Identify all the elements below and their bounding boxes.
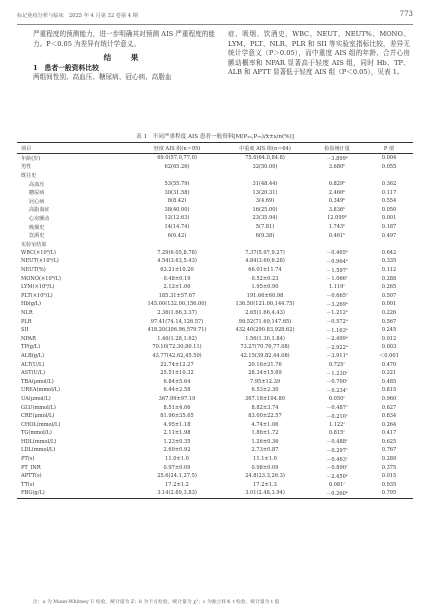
cell-severe: 432.40(290.83,928.62)	[235, 327, 295, 334]
cell-p: 0.375	[381, 464, 397, 471]
cell-severe: 11.1±1.0	[253, 456, 277, 463]
cell-p: 0.470	[381, 361, 397, 368]
cell-p: 0.055	[381, 163, 397, 170]
cell-mild: 0.48±0.19	[163, 275, 191, 282]
cell-mild: 1.23±0.35	[163, 438, 191, 445]
table-row	[17, 317, 413, 326]
cell-severe	[221, 240, 309, 249]
cell-mild: 4.95±1.18	[163, 421, 191, 428]
cell-statistic: －0.463ᶜ	[326, 456, 348, 463]
cell-p: 0.362	[381, 181, 397, 188]
table-row	[17, 403, 413, 412]
table-row	[17, 472, 413, 481]
cell-p: 0.015	[381, 473, 397, 480]
cell-item: 男性	[21, 164, 32, 171]
cell-item: PLT(×10⁹/L)	[21, 292, 53, 299]
cell-p: 0.507	[381, 292, 397, 299]
cell-item: TG(mmol/L)	[21, 430, 52, 437]
cell-item: TBA(μmol/L)	[21, 378, 54, 385]
cell-mild: 4.54(3.63,5.43)	[157, 258, 197, 265]
cell-p: 0.112	[381, 267, 397, 274]
table-row	[17, 231, 413, 240]
table-row	[17, 326, 413, 335]
header-statistic: 检验统计量	[324, 145, 350, 152]
table-row	[17, 292, 413, 301]
cell-mild: 70.10(72.30,80.11)	[152, 344, 202, 351]
cell-statistic: －0.210ᶜ	[326, 413, 348, 420]
left-column	[33, 30, 215, 83]
cell-statistic: 0.725ᶜ	[328, 361, 346, 368]
cell-mild: 81.96±35.65	[160, 413, 194, 420]
cell-mild: 6.44±2.58	[163, 387, 191, 394]
cell-severe: 73.27(70.76,77.08)	[240, 344, 290, 351]
cell-item: 冠心病	[29, 198, 45, 205]
cell-item: 实验室结果	[21, 241, 47, 248]
cell-statistic: 3.836ᵇ	[328, 206, 346, 213]
results-paragraph: 两组间性别、高血压、糖尿病、冠心病、高脂血	[33, 73, 172, 82]
table-row	[17, 395, 413, 404]
page-number: 773	[399, 10, 413, 18]
cell-severe: 8.82±3.74	[251, 404, 279, 411]
cell-item: LDL(mmol/L)	[21, 447, 56, 454]
cell-statistic: 1.122ᶜ	[328, 421, 346, 428]
cell-p: ＜0.001	[379, 353, 399, 360]
table-row	[17, 180, 413, 189]
cell-item: 饮酒史	[29, 233, 45, 240]
cell-item: NEUT(×10⁹/L)	[21, 258, 59, 265]
cell-statistic: －0.665ᶜ	[326, 293, 348, 300]
cell-item: 高脂血症	[29, 207, 50, 214]
cell-item: PT_INR	[21, 464, 41, 471]
cell-p: 0.003	[381, 344, 397, 351]
cell-mild: 0.97±0.09	[163, 464, 191, 471]
cell-item: GLU(mmol/L)	[21, 404, 56, 411]
intro-paragraph: 严重程度的预测能力，进一步明确其对预测 AIS 严重程度的能力。P＜0.05 为差异有统计学意义。	[33, 30, 215, 48]
cell-statistic: －1.597ᶜ	[326, 267, 348, 274]
cell-severe: 6(9.38)	[255, 232, 275, 239]
cell-severe: 0.52±0.23	[251, 275, 279, 282]
cell-statistic: 3.680ᵇ	[328, 163, 346, 170]
cell-statistic	[309, 171, 365, 180]
table-row	[17, 300, 413, 309]
cell-severe: 2.73±0.87	[251, 447, 279, 454]
cell-severe: 5(7.81)	[255, 224, 275, 231]
cell-severe: 7.37(5.97,9.27)	[245, 249, 285, 256]
cell-mild: 2.36(1.66,3.37)	[157, 309, 197, 316]
cell-mild: 22.74±12.27	[160, 361, 194, 368]
subsection-title: 1 患者一般资料比较	[33, 63, 99, 72]
cell-item: ALB(g/L)	[21, 352, 45, 359]
cell-p: 0.264	[381, 421, 397, 428]
cell-severe: 31(48.44)	[252, 181, 278, 188]
cell-item: NPAR	[21, 335, 36, 342]
journal-header: 标记免疫分析与临床 2025 年 4 月第 32 卷第 4 期	[17, 13, 138, 19]
cell-p: 0.960	[381, 395, 397, 402]
table-row	[17, 369, 413, 378]
header-p-value: P 值	[383, 145, 395, 152]
cell-statistic: －3.269ᵃ	[326, 301, 348, 308]
table-row	[17, 489, 413, 498]
cell-severe: 1.86±1.72	[251, 430, 279, 437]
cell-severe: 2.65(1.66,4.43)	[245, 309, 285, 316]
table-row	[17, 154, 413, 163]
cell-mild	[133, 240, 221, 249]
cell-severe: 1.56(1.30,1.84)	[245, 335, 285, 342]
cell-severe: 6.53±2.30	[251, 387, 279, 394]
cell-mild: 6.84±5.64	[163, 378, 191, 385]
cell-mild: 17.2±1.2	[165, 481, 189, 488]
cell-p: 0.485	[381, 378, 397, 385]
cell-item: 糖尿病	[29, 190, 45, 197]
cell-p: 0.497	[381, 232, 397, 239]
table-row	[17, 463, 413, 472]
cell-statistic: －0.488ᶜ	[326, 439, 348, 446]
cell-item: TP(g/L)	[21, 344, 41, 351]
cell-statistic: －0.700ᶜ	[326, 379, 348, 386]
cell-p: 0.335	[381, 258, 397, 265]
table-row	[17, 412, 413, 421]
table-row	[17, 334, 413, 343]
table-row	[17, 429, 413, 438]
header-severe-group: 中重度 AIS 组(n＝64)	[239, 145, 291, 152]
cell-statistic: 0.829ᵇ	[328, 181, 346, 188]
cell-statistic: －0.260ᵃ	[326, 490, 348, 497]
cell-mild: 2.11±1.98	[163, 430, 191, 437]
cell-p: 0.554	[381, 198, 397, 205]
cell-statistic: －1.212ᵃ	[326, 310, 348, 317]
right-column	[228, 30, 410, 78]
cell-p: 0.050	[381, 206, 397, 213]
cell-severe: 28.34±15.69	[248, 370, 282, 377]
cell-mild	[133, 171, 221, 180]
table-row	[17, 360, 413, 369]
table-row	[17, 266, 413, 275]
cell-severe: 42.15(39.82,44.08)	[240, 352, 290, 359]
cell-item: WBC(×10⁹/L)	[21, 249, 56, 256]
cell-statistic: 2.460ᵇ	[328, 189, 346, 196]
cell-statistic: －0.234ᶜ	[326, 387, 348, 394]
cell-statistic: 1.743ᵇ	[328, 224, 346, 231]
cell-mild: 53(55.79)	[164, 181, 190, 188]
cell-item: 年龄(岁)	[21, 155, 41, 162]
cell-statistic: －0.297ᶜ	[326, 447, 348, 454]
cell-mild: 7.29(6.05,8.78)	[157, 249, 197, 256]
table-row	[17, 386, 413, 395]
cell-mild: 69.0(57.0,77.0)	[157, 155, 197, 162]
cell-statistic: －2.499ᵃ	[326, 336, 348, 343]
table-footnote: 注：a 为 Mann-Whitney U 检验，统计量为 Z；b 为卡方检验，统计量为 χ²；c 为独立样本 t 检验，统计量为 t 值	[33, 600, 280, 605]
cell-mild: 418.20(306.96,579.71)	[147, 327, 207, 334]
cell-mild: 43.77(42.62,45.50)	[152, 352, 202, 359]
cell-severe: 191.66±60.98	[246, 292, 284, 299]
cell-statistic: －0.465ᵃ	[326, 250, 348, 257]
cell-p: 0.767	[381, 447, 397, 454]
cell-severe: 4.84(3.60,6.28)	[245, 258, 285, 265]
cell-mild: 145.00(132.00,156.00)	[147, 301, 207, 308]
cell-statistic: －1.066ᶜ	[326, 276, 348, 283]
cell-statistic: －2.922ᵃ	[326, 344, 348, 351]
cell-p: 0.187	[381, 224, 397, 231]
header-item: 项目	[21, 145, 32, 152]
cell-statistic: －1.163ᵃ	[326, 327, 348, 334]
cell-p	[365, 240, 413, 249]
table-row	[17, 171, 413, 180]
cell-mild: 30(31.58)	[164, 189, 190, 196]
cell-mild: 2.12±1.06	[163, 284, 191, 291]
cell-severe: 367.18±104.80	[245, 395, 285, 402]
cell-item: CHOL(mmol/L)	[21, 421, 61, 428]
cell-statistic: －0.572ᵃ	[326, 319, 348, 326]
cell-item: MONO(×10⁹/L)	[21, 275, 61, 282]
table-row	[17, 223, 413, 232]
section-title: 结 果	[103, 53, 145, 63]
cell-item: 高血压	[29, 181, 45, 188]
cell-statistic: 0.081ᶜ	[328, 481, 346, 488]
cell-p: 0.288	[381, 275, 397, 282]
cell-p	[365, 171, 413, 180]
cell-p: 0.417	[381, 430, 397, 437]
cell-item: LYM(×10⁹/L)	[21, 284, 55, 291]
cell-item: SII	[21, 327, 29, 334]
table-caption: 表 1 不同严重程度 AIS 患者一般资料[M(P₂₅,P₇₅)/x̄±s/n(%)]	[136, 134, 294, 140]
cell-item: FBG(g/L)	[21, 490, 45, 497]
cell-severe: 16(25.00)	[252, 206, 278, 213]
cell-item: UA(μmol/L)	[21, 395, 51, 402]
table-row	[17, 343, 413, 352]
cell-mild: 367.99±97.19	[158, 395, 196, 402]
table-row	[17, 274, 413, 283]
cell-statistic: 12.099ᵇ	[327, 215, 347, 222]
cell-item: PLR	[21, 318, 32, 325]
table-row	[17, 188, 413, 197]
cell-item: AST(U/L)	[21, 370, 45, 377]
cell-mild: 6(6.42)	[167, 232, 187, 239]
cell-item: PT(s)	[21, 456, 35, 463]
cell-statistic: －0.890ᶜ	[326, 465, 348, 472]
cell-statistic: －0.964ᵃ	[326, 258, 348, 265]
cell-severe: 1.26±0.36	[251, 438, 279, 445]
table-row	[17, 206, 413, 215]
cell-severe: 83.00±22.57	[248, 413, 282, 420]
table-row	[17, 214, 413, 223]
header-divider	[17, 24, 413, 25]
cell-item: 心房颤动	[29, 215, 50, 222]
cell-statistic: 1.119ᶜ	[328, 284, 346, 291]
cell-severe: 4.74±1.06	[251, 421, 279, 428]
cell-item: CRE(μmol/L)	[21, 413, 55, 420]
cell-severe: 23(35.94)	[252, 215, 278, 222]
table-container	[17, 142, 413, 499]
table-row	[17, 438, 413, 447]
cell-item: HDL(mmol/L)	[21, 438, 57, 445]
cell-severe: 99.52(71.69,147.65)	[238, 318, 292, 325]
cell-p: 0.834	[381, 413, 397, 420]
cell-mild: 11.0±1.0	[165, 456, 189, 463]
cell-mild: 1.46(1.28,1.62)	[157, 335, 197, 342]
cell-p: 0.001	[381, 301, 397, 308]
cell-mild: 8(8.42)	[167, 198, 187, 205]
cell-statistic: －3.899ᵃ	[326, 155, 348, 162]
cell-item: NLR	[21, 309, 33, 316]
cell-statistic: －0.487ᶜ	[326, 405, 348, 412]
table-row	[17, 420, 413, 429]
table-row	[17, 455, 413, 464]
cell-statistic: 0.815ᶜ	[328, 430, 346, 437]
cell-mild: 8.51±4.06	[163, 404, 191, 411]
cell-p: 0.289	[381, 456, 397, 463]
cell-mild: 25.51±10.32	[160, 370, 194, 377]
table-row	[17, 352, 413, 361]
cell-mild: 12(12.63)	[164, 215, 190, 222]
cell-item: APTT(s)	[21, 473, 42, 480]
table-row	[17, 163, 413, 172]
cell-item: NEUT(%)	[21, 267, 46, 274]
cell-item: 吸烟史	[29, 224, 45, 231]
cell-statistic: 0.461ᵇ	[328, 232, 346, 239]
cell-item: UREA(mmol/L)	[21, 387, 60, 394]
cell-mild: 62(65.26)	[164, 163, 190, 170]
cell-p: 0.627	[381, 404, 397, 411]
cell-severe: 13(20.31)	[252, 189, 278, 196]
cell-item: Hb(g/L)	[21, 301, 42, 308]
cell-item: 既往史	[21, 172, 37, 179]
cell-p: 0.245	[381, 327, 397, 334]
table-row	[17, 240, 413, 249]
cell-mild: 38(40.00)	[164, 206, 190, 213]
cell-statistic: 0.349ᵇ	[328, 198, 346, 205]
table-row	[17, 283, 413, 292]
cell-p: 0.815	[381, 387, 397, 394]
cell-p: 0.265	[381, 284, 397, 291]
table-row	[17, 377, 413, 386]
table-row	[17, 309, 413, 318]
cell-severe: 32(50.00)	[252, 163, 278, 170]
table-row	[17, 257, 413, 266]
cell-p: 0.567	[381, 318, 397, 325]
cell-p: 0.012	[381, 335, 397, 342]
cell-p: 0.935	[381, 481, 397, 488]
table-row	[17, 197, 413, 206]
data-table	[17, 142, 413, 499]
cell-severe: 3.01(2.48,3.94)	[245, 490, 285, 497]
header-mild-group: 轻度 AIS 组(n＝95)	[153, 145, 201, 152]
cell-statistic	[309, 240, 365, 249]
results-paragraph-continued: 症、吸烟、饮酒史，WBC、NEUT、NEUT%、MONO、LYM、PLT、NLR、PLR 和 SII 等实验室指标比较，差异无统计学意义（P＞0.05），而中重度 AIS 组的年龄、合并心房颤动概率和 NPAR 显著高于轻度 AIS 组，同时 Hb、TP、ALB 和 APTT 显著低于轻度 AIS 组（P＜0.05），见表 1。	[228, 30, 410, 77]
cell-severe: 17.2±1.3	[253, 481, 277, 488]
cell-severe	[221, 171, 309, 180]
cell-item: TT(s)	[21, 481, 35, 488]
cell-p: 0.001	[381, 215, 397, 222]
cell-item: ALT(U/L)	[21, 361, 45, 368]
cell-severe: 20.16±21.76	[248, 361, 282, 368]
cell-severe: 1.95±0.90	[251, 284, 279, 291]
cell-mild: 63.21±10.20	[160, 267, 194, 274]
table-row	[17, 481, 413, 490]
cell-p: 0.226	[381, 309, 397, 316]
cell-severe: 24.8(23.3,26.3)	[245, 473, 285, 480]
cell-severe: 0.98±0.09	[251, 464, 279, 471]
cell-mild: 2.69±0.92	[163, 447, 191, 454]
cell-severe: 3(4.69)	[255, 198, 275, 205]
cell-mild: 97.41(74.14,126.57)	[150, 318, 204, 325]
cell-p: 0.642	[381, 249, 397, 256]
cell-severe: 66.01±11.74	[248, 267, 282, 274]
cell-p: 0.221	[381, 370, 397, 377]
cell-statistic: 0.050ᶜ	[328, 395, 346, 402]
table-header-row	[17, 143, 413, 154]
cell-p: 0.795	[381, 490, 397, 497]
cell-p: 0.625	[381, 438, 397, 445]
cell-severe: 136.50(121.00,144.75)	[235, 301, 295, 308]
cell-p: 0.004	[381, 155, 397, 162]
cell-p: 0.117	[381, 189, 397, 196]
cell-mild: 3.14(2.69,3.83)	[157, 490, 197, 497]
cell-severe: 75.0(64.0,84.8)	[245, 155, 285, 162]
cell-statistic: －2.450ᵃ	[326, 473, 348, 480]
cell-statistic: －1.230ᶜ	[326, 370, 348, 377]
cell-mild: 14(14.74)	[164, 224, 190, 231]
cell-mild: 25.6(24.1,27.5)	[157, 473, 197, 480]
cell-severe: 7.95±12.39	[249, 378, 281, 385]
cell-mild: 185.31±57.67	[158, 292, 196, 299]
table-row	[17, 249, 413, 258]
cell-statistic: －3.911ᵃ	[326, 353, 348, 360]
table-row	[17, 446, 413, 455]
